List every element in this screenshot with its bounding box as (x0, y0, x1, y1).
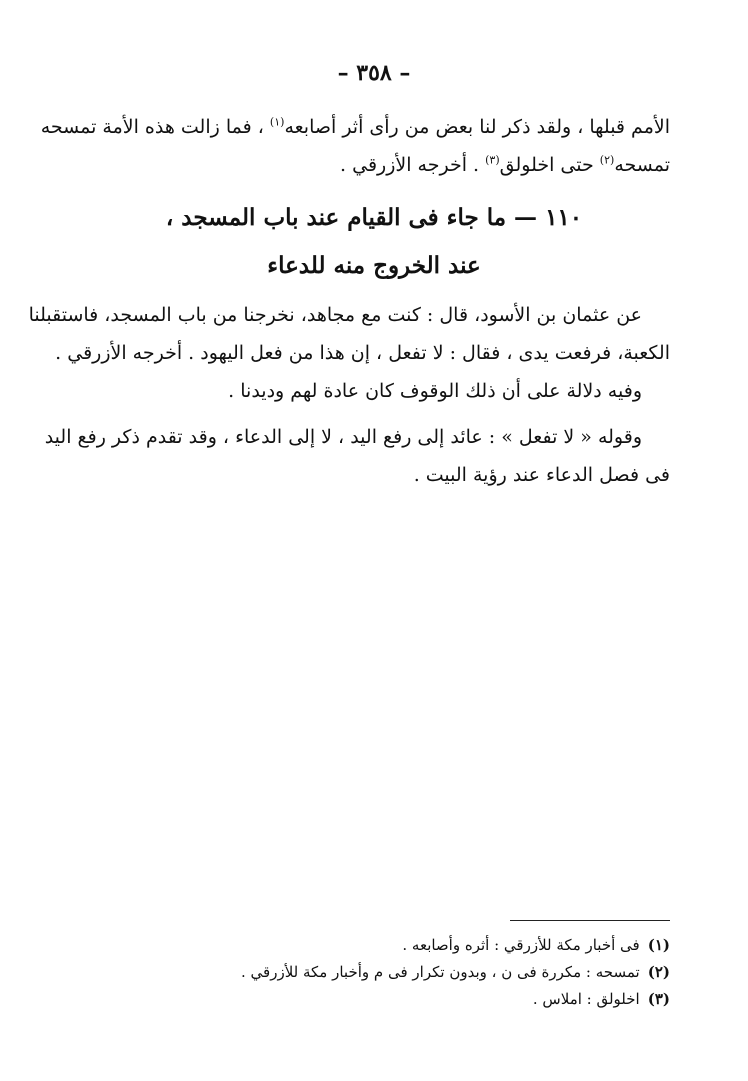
paragraph-1-line-2: تمسحه$^{(٢)}$ حتى اخلولق$^{(٣)}$ . أخرجه الأزرقي . (340, 153, 670, 176)
footnote-ref-3: (٣) (485, 153, 500, 167)
footnote-3: (٣)اخلولق : املاس . (532, 990, 670, 1008)
section-heading-line-1: ١١٠ — ما جاء فى القيام عند باب المسجد ، (165, 204, 583, 231)
footnote-2: (٢)تمسحه : مكررة فى ن ، وبدون تكرار فى م وأخبار مكة للأزرقي . (241, 963, 670, 981)
page-number: – ٣٥٨ – (337, 60, 411, 86)
paragraph-2-line-2: الكعبة، فرفعت يدى ، فقال : لا تفعل ، إن هذا من فعل اليهود . أخرجه الأزرقي . (55, 342, 670, 364)
footnotes (78, 932, 670, 1013)
paragraph-3-line-2: فى فصل الدعاء عند رؤية البيت . (413, 464, 670, 486)
paragraph-3-line-1: وقوله « لا تفعل » : عائد إلى رفع اليد ، لا إلى الدعاء ، وقد تقدم ذكر رفع اليد (44, 426, 642, 448)
footnote-separator (510, 920, 670, 921)
paragraph-2 (28, 296, 670, 410)
paragraph-1 (40, 108, 670, 184)
paragraph-3 (44, 418, 670, 494)
paragraph-1-line-1: الأمم قبلها ، ولقد ذكر لنا بعض من رأى أثر أصابعه$^{(١)}$ ، فما زالت هذه الأمة تمسحه (40, 115, 670, 138)
footnote-1: (١)فى أخبار مكة للأزرقي : أثره وأصابعه . (402, 936, 670, 954)
paragraph-2-line-1: عن عثمان بن الأسود، قال : كنت مع مجاهد، نخرجنا من باب المسجد، فاستقبلنا (28, 304, 642, 326)
footnote-ref-2: (٢) (599, 153, 615, 167)
footnote-ref-1: (١) (269, 115, 285, 129)
paragraph-2-line-3: وفيه دلالة على أن ذلك الوقوف كان عادة لهم وديدنا . (228, 380, 642, 402)
section-heading-line-2: عند الخروج منه للدعاء (267, 252, 481, 279)
